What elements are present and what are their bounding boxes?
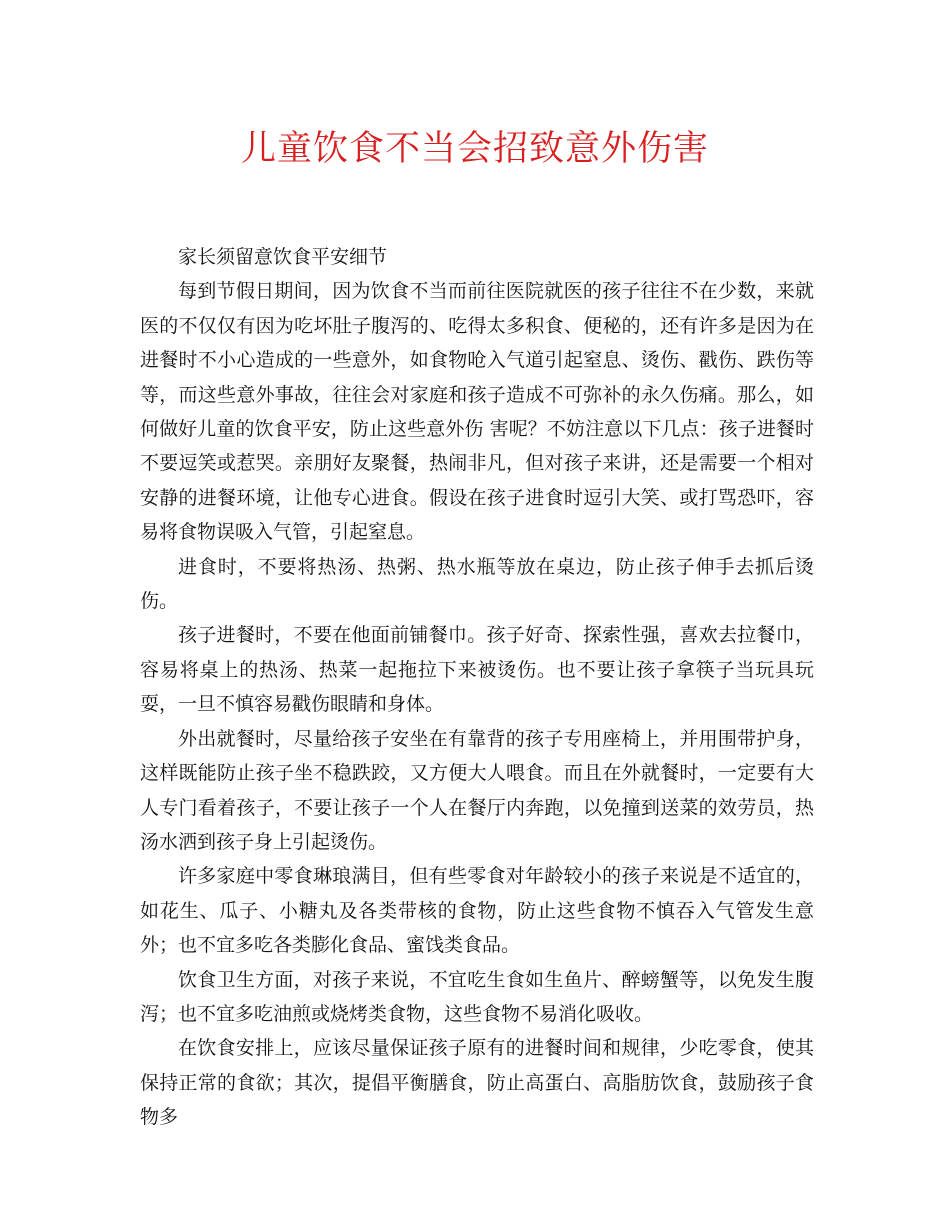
paragraph: 孩子进餐时，不要在他面前铺餐巾。孩子好奇、探索性强，喜欢去拉餐巾，容易将桌上的热汤、热菜一起拖拉下来被烫伤。也不要让孩子拿筷子当玩具玩耍，一旦不慎容易戳伤眼睛和身体。 (140, 624, 814, 716)
paragraph: 许多家庭中零食琳琅满目，但有些零食对年龄较小的孩子来说是不适宜的，如花生、瓜子、小糖丸及各类带核的食物，防止这些食物不慎吞入气管发生意外；也不宜多吃各类膨化食品、蜜饯类食品。 (140, 865, 814, 957)
paragraph: 外出就餐时，尽量给孩子安坐在有靠背的孩子专用座椅上，并用围带护身，这样既能防止孩子坐不稳跌跤，又方便大人喂食。而且在外就餐时，一定要有大人专门看着孩子，不要让孩子一个人在餐厅内奔跑，以免撞到送菜的效劳员，热汤水洒到孩子身上引起烫伤。 (140, 727, 814, 853)
paragraph: 在饮食安排上，应该尽量保证孩子原有的进餐时间和规律，少吃零食，使其保持正常的食欲；其次，提倡平衡膳食，防止高蛋白、高脂肪饮食，鼓励孩子食物多 (140, 1037, 814, 1129)
paragraph: 饮食卫生方面，对孩子来说，不宜吃生食如生鱼片、醉螃蟹等，以免发生腹泻；也不宜多吃油煎或烧烤类食物，这些食物不易消化吸收。 (140, 968, 814, 1025)
document-title: 儿童饮食不当会招致意外伤害 (240, 129, 709, 169)
document-body (140, 240, 814, 1135)
paragraph: 进食时，不要将热汤、热粥、热水瓶等放在桌边，防止孩子伸手去抓后烫伤。 (140, 555, 814, 613)
paragraph: 每到节假日期间，因为饮食不当而前往医院就医的孩子往往不在少数，来就医的不仅仅有因为吃坏肚子腹泻的、吃得太多积食、便秘的，还有许多是因为在进餐时不小心造成的一些意外，如食物呛入气道引起窒息、烫伤、戳伤、跌伤等等，而这些意外事故，往往会对家庭和孩子造成不可弥补的永久伤痛。那么，如何做好儿童的饮食平安，防止这些意外伤 害呢？不妨注意以下几点：孩子进餐时不要逗笑或惹哭。亲朋好友聚餐，热闹非凡，但对孩子来讲，还是需要一个相对安静的进餐环境，让他专心进食。假设在孩子进食时逗引大笑、或打骂恐吓，容易将食物误吸入气管，引起窒息。 (140, 280, 814, 544)
paragraph-subheading: 家长须留意饮食平安细节 (178, 246, 388, 268)
